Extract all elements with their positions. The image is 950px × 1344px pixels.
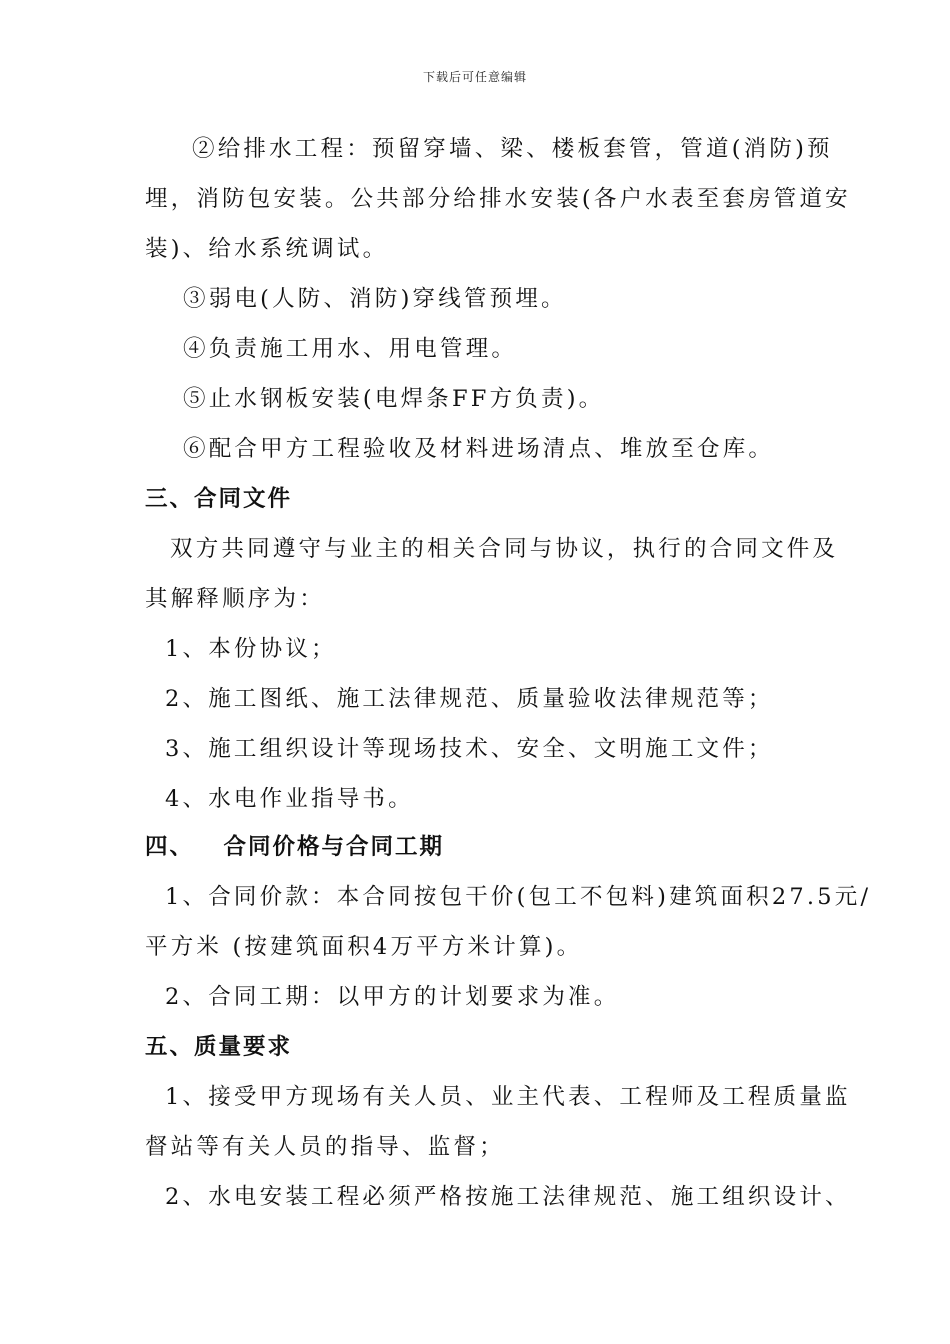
section-heading: 四、 合同价格与合同工期	[145, 834, 445, 860]
text-line: 埋，消防包安装。公共部分给排水安装(各户水表至套房管道安	[145, 186, 851, 212]
text-line: ⑥配合甲方工程验收及材料进场清点、堆放至仓库。	[183, 436, 775, 462]
text-line: 4、水电作业指导书。	[165, 786, 414, 812]
text-line: ②给排水工程：预留穿墙、梁、楼板套管，管道(消防)预	[192, 136, 833, 162]
text-line: ④负责施工用水、用电管理。	[183, 336, 518, 362]
text-line: 双方共同遵守与业主的相关合同与协议，执行的合同文件及	[170, 536, 839, 562]
page-header: 下载后可任意编辑	[422, 70, 527, 84]
text-line: ③弱电(人防、消防)穿线管预埋。	[183, 286, 567, 312]
section-heading: 五、质量要求	[145, 1034, 293, 1060]
text-line: 2、施工图纸、施工法律规范、质量验收法律规范等；	[165, 686, 774, 712]
text-line: 1、本份协议；	[165, 636, 337, 662]
section-heading: 三、合同文件	[145, 486, 293, 512]
text-line: 2、合同工期：以甲方的计划要求为准。	[165, 984, 620, 1010]
text-line: 3、施工组织设计等现场技术、安全、文明施工文件；	[165, 736, 774, 762]
text-line: 其解释顺序为：	[145, 586, 325, 612]
text-line: 2、水电安装工程必须严格按施工法律规范、施工组织设计、	[165, 1184, 851, 1210]
text-line: 装)、给水系统调试。	[145, 236, 389, 262]
text-line: ⑤止水钢板安装(电焊条FF方负责)。	[183, 386, 605, 412]
text-line: 平方米 (按建筑面积4万平方米计算)。	[145, 934, 583, 960]
text-line: 1、接受甲方现场有关人员、业主代表、工程师及工程质量监	[165, 1084, 851, 1110]
text-line: 督站等有关人员的指导、监督；	[145, 1134, 505, 1160]
text-line: 1、合同价款：本合同按包干价(包工不包料)建筑面积27.5元/	[165, 884, 872, 910]
